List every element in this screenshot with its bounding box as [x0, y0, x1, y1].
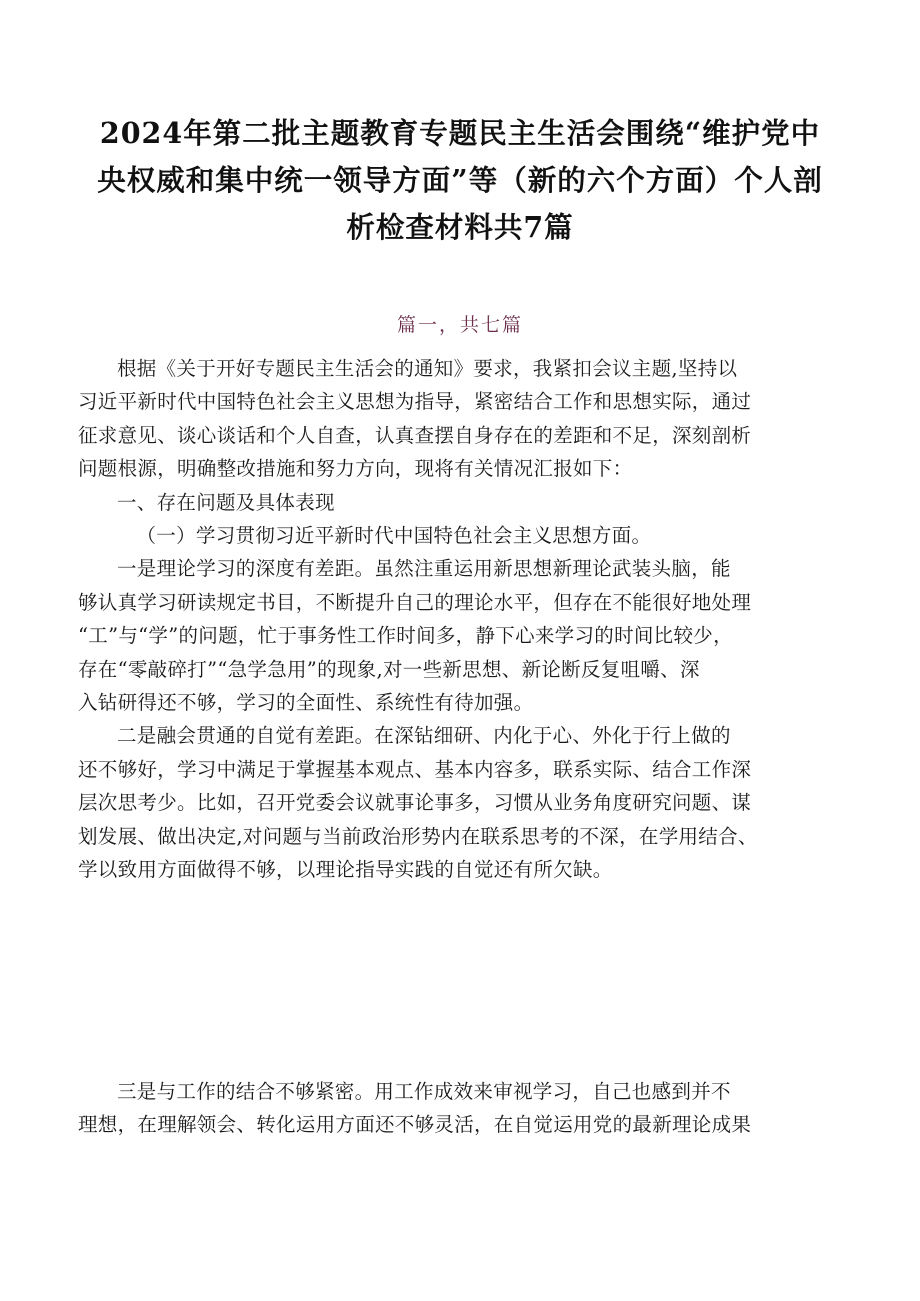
text-line: “工”与“学”的问题，忙于事务性工作时间多，静下心来学习的时间比较少， — [78, 624, 733, 648]
title-line: 央权威和集中统一领导方面”等（新的六个方面）个人剖 — [97, 163, 823, 197]
paragraph-theory-depth — [78, 552, 854, 719]
title-line: 析检查材料共7篇 — [346, 210, 574, 244]
text-line: 问题根源，明确整改措施和努力方向，现将有关情况汇报如下： — [78, 457, 633, 481]
section-heading: 一、存在问题及具体表现 — [117, 490, 335, 514]
paragraph-work-combination — [78, 1075, 854, 1142]
body-block-main — [78, 352, 854, 887]
text-line: 学以致用方面做得不够，以理论指导实践的自觉还有所欠缺。 — [78, 858, 613, 882]
subsection-heading: （一）学习贯彻习近平新时代中国特色社会主义思想方面。 — [136, 524, 652, 548]
document-title — [90, 110, 830, 251]
text-line: 入钻研得还不够，学习的全面性、系统性有待加强。 — [78, 691, 534, 715]
paragraph-integration — [78, 719, 854, 886]
text-line: 根据《关于开好专题民主生活会的通知》要求，我紧扣会议主题,坚持以 — [117, 357, 738, 380]
text-line: 理想，在理解领会、转化运用方面还不够灵活，在自觉运用党的最新理论成果 — [78, 1113, 752, 1137]
text-line: 三是与工作的结合不够紧密。用工作成效来审视学习，自己也感到并不 — [117, 1080, 731, 1103]
text-line: 还不够好，学习中满足于掌握基本观点、基本内容多，联系实际、结合工作深 — [78, 757, 752, 781]
text-line: 够认真学习研读规定书目，不断提升自己的理论水平，但存在不能很好地处理 — [78, 590, 752, 614]
text-line: 二是融会贯通的自觉有差距。在深钻细研、内化于心、外化于行上做的 — [117, 724, 731, 748]
text-line: 一是理论学习的深度有差距。虽然注重运用新思想新理论武装头脑，能 — [117, 557, 731, 581]
text-line: 存在“零敲碎打”“急学急用”的现象,对一些新思想、新论断反复咀嚼、深 — [78, 657, 700, 681]
text-line: 层次思考少。比如，召开党委会议就事论事多，习惯从业务角度研究问题、谋 — [78, 791, 752, 815]
intro-paragraph — [78, 352, 854, 486]
text-line: 划发展、做出决定,对问题与当前政治形势内在联系思考的不深，在学用结合、 — [78, 824, 758, 848]
body-block-continued — [78, 1075, 854, 1142]
title-line: 2024年第二批主题教育专题民主生活会围绕“维护党中 — [99, 116, 821, 150]
section-subtitle: 篇一，共七篇 — [396, 314, 523, 336]
text-line: 习近平新时代中国特色社会主义思想为指导，紧密结合工作和思想实际，通过 — [78, 390, 752, 414]
text-line: 征求意见、谈心谈话和个人自查，认真查摆自身存在的差距和不足，深刻剖析 — [78, 423, 752, 447]
